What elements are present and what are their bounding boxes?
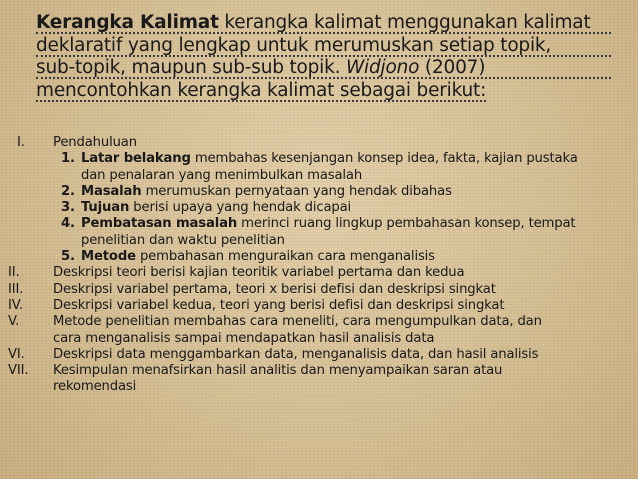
section-text: Deskripsi variabel pertama, teori x berisi defisi dan deskripsi singkat [53,281,496,297]
subsection-text-cont: penelitian dan waktu penelitian [81,232,285,248]
subsection-term: Latar belakang [81,151,191,167]
section-text: Deskripsi data menggambarkan data, menganalisis data, dan hasil analisis [53,346,539,362]
outline-section-7 [0,363,630,396]
heading-line-2-text: deklaratif yang lengkap untuk merumuskan setiap topik, [36,34,552,56]
subsection-term: Masalah [81,183,142,199]
subsection-text: berisi upaya yang hendak dicapai [129,200,352,216]
section-numeral: III. [8,281,24,297]
subsection-text: merinci ruang lingkup pembahasan konsep, tempat [237,216,576,232]
heading-line-1-text: kerangka kalimat menggunakan kalimat [218,12,591,33]
subsection-number: 1. [61,151,75,167]
subsection-number: 5. [61,249,75,265]
subsection-term: Metode [81,249,136,265]
section-numeral: IV. [8,297,23,313]
subsection-number: 2. [61,183,75,199]
subsection-number: 4. [61,216,75,232]
subsection-text: membahas kesenjangan konsep idea, fakta, kajian pustaka [190,151,578,167]
heading-line-1 [36,12,611,35]
subsection-item-5 [53,249,630,265]
subsection-item-1 [53,151,630,184]
subsection-item-3 [53,200,630,216]
outline-section-2 [0,265,630,281]
heading-author: Widjono [345,57,420,78]
outline-section-3 [0,282,630,298]
section-text-cont: cara menganalisis sampai mendapatkan hasil analisis data [53,330,435,346]
section-text: Deskripsi variabel kedua, teori yang berisi defisi dan deskripsi singkat [53,297,505,313]
subsection-term: Pembatasan masalah [81,216,238,232]
subsection-item-2 [53,184,630,200]
section-title: Pendahuluan [53,135,137,150]
subsection-list [53,151,630,265]
outline-section-4 [0,298,630,314]
outline-section-1 [0,135,630,265]
section-numeral: V. [8,314,20,330]
outline-list [0,135,630,396]
heading-line-3 [36,57,611,80]
section-numeral: VI. [8,346,25,362]
heading-term: Kerangka Kalimat [36,12,219,33]
section-text: Metode penelitian membahas cara meneliti, cara mengumpulkan data, dan [53,314,542,330]
section-numeral: II. [8,265,20,281]
subsection-term: Tujuan [81,200,130,216]
outline-section-5 [0,314,630,347]
section-text: Deskripsi teori berisi kajian teoritik variabel pertama dan kedua [53,265,465,281]
heading-line-3-text-b: (2007) [419,57,486,78]
section-numeral: I. [17,135,25,150]
subsection-item-4 [53,216,630,249]
section-numeral: VII. [8,363,29,379]
subsection-text: pembahasan menguraikan cara menganalisis [135,249,435,265]
slide-heading [36,12,611,102]
heading-line-4-text: mencontohkan kerangka kalimat sebagai berikut: [36,79,487,101]
heading-line-4 [36,80,486,103]
section-text-cont: rekomendasi [53,379,137,395]
heading-line-2 [36,35,611,58]
subsection-text: merumuskan pernyataan yang hendak dibahas [141,183,452,199]
subsection-number: 3. [61,200,75,216]
section-text: Kesimpulan menafsirkan hasil analitis dan menyampaikan saran atau [53,363,503,379]
heading-line-3-text-a: sub-topik, maupun sub-sub topik. [36,57,346,78]
subsection-text-cont: dan penalaran yang menimbulkan masalah [81,167,363,183]
outline-section-6 [0,347,630,363]
